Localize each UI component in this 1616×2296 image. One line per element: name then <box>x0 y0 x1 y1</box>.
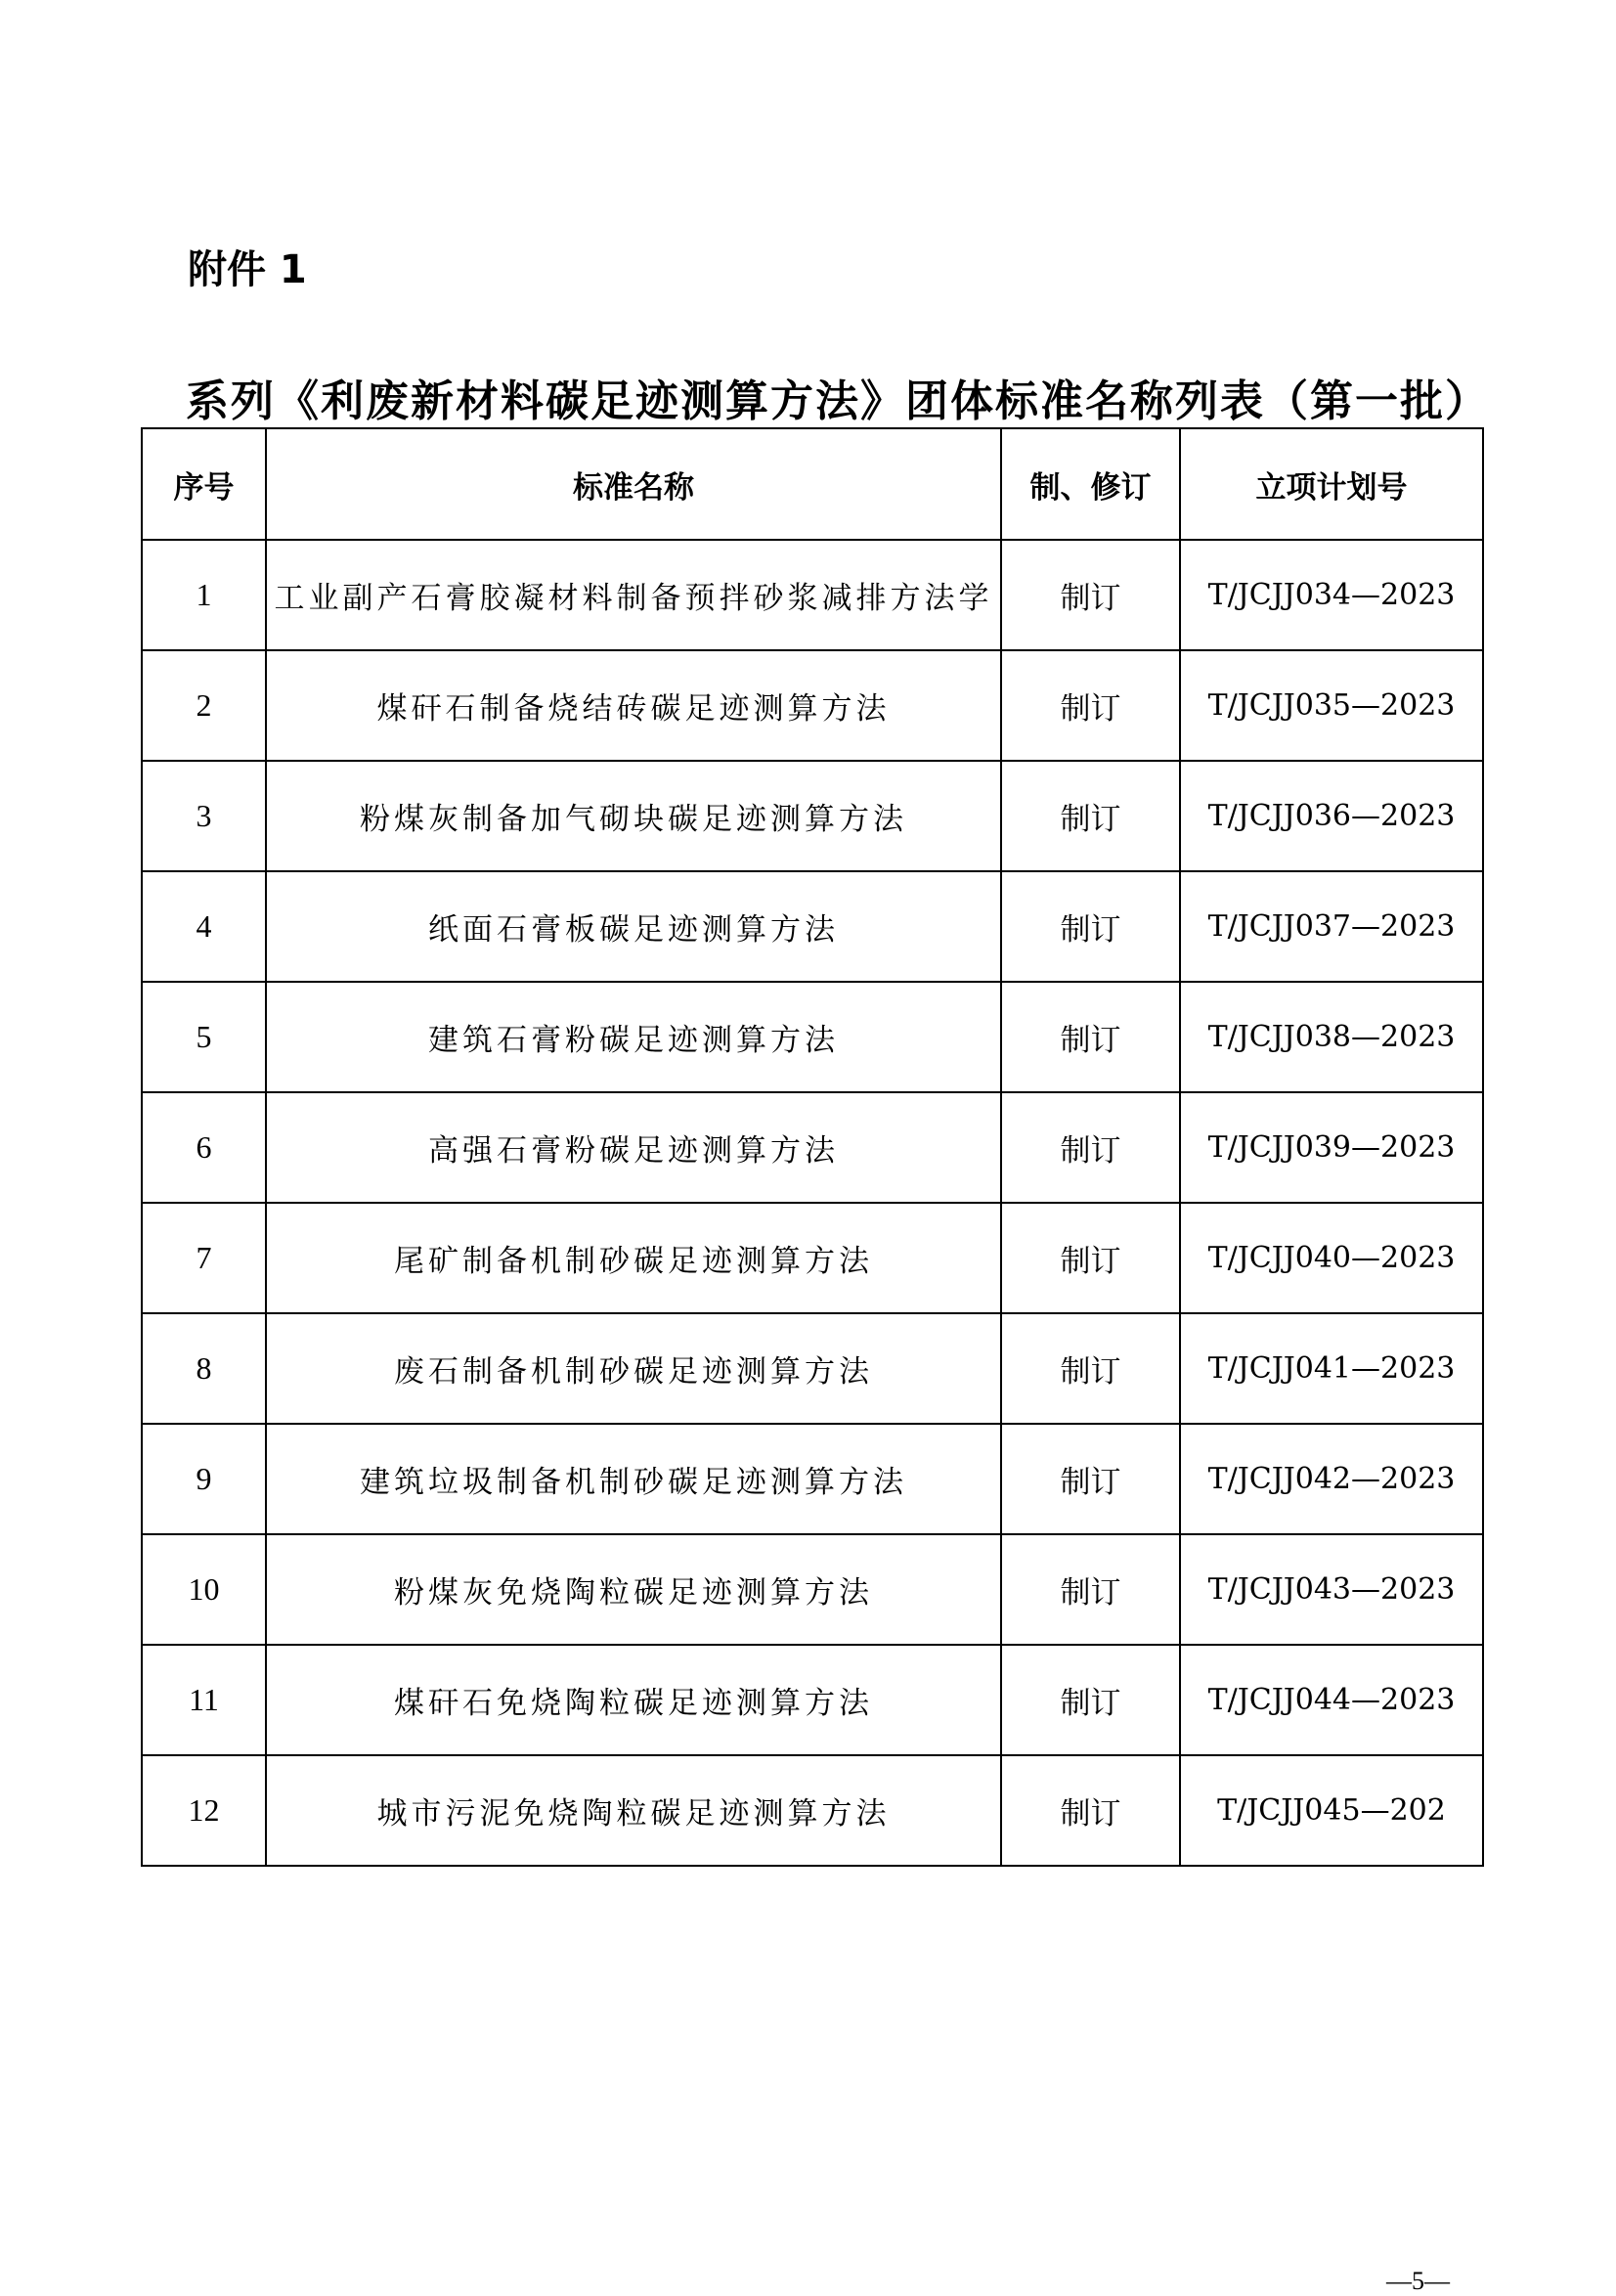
row-standard-name: 煤矸石免烧陶粒碳足迹测算方法 <box>266 1645 1001 1755</box>
table-header-row <box>142 428 1483 540</box>
row-revision-type: 制订 <box>1001 1424 1180 1534</box>
header-project-number: 立项计划号 <box>1180 428 1483 540</box>
row-standard-name: 建筑石膏粉碳足迹测算方法 <box>266 982 1001 1092</box>
row-project-number: T/JCJJ039—2023 <box>1180 1092 1483 1203</box>
row-standard-name: 粉煤灰制备加气砌块碳足迹测算方法 <box>266 761 1001 871</box>
table-row <box>142 1424 1483 1534</box>
row-index: 5 <box>142 982 266 1092</box>
table-row <box>142 982 1483 1092</box>
row-project-number: T/JCJJ043—2023 <box>1180 1534 1483 1645</box>
row-index: 10 <box>142 1534 266 1645</box>
table-row <box>142 1755 1483 1866</box>
row-standard-name: 废石制备机制砂碳足迹测算方法 <box>266 1313 1001 1424</box>
row-revision-type: 制订 <box>1001 1534 1180 1645</box>
row-standard-name: 粉煤灰免烧陶粒碳足迹测算方法 <box>266 1534 1001 1645</box>
row-revision-type: 制订 <box>1001 1645 1180 1755</box>
document-title: 系列《利废新材料碳足迹测算方法》团体标准名称列表（第一批） <box>186 376 1490 426</box>
row-standard-name: 纸面石膏板碳足迹测算方法 <box>266 871 1001 982</box>
header-revision-type: 制、修订 <box>1001 428 1180 540</box>
row-revision-type: 制订 <box>1001 761 1180 871</box>
row-revision-type: 制订 <box>1001 1203 1180 1313</box>
table-row <box>142 1092 1483 1203</box>
row-project-number: T/JCJJ040—2023 <box>1180 1203 1483 1313</box>
table-row <box>142 1203 1483 1313</box>
row-index: 12 <box>142 1755 266 1866</box>
row-project-number: T/JCJJ035—2023 <box>1180 650 1483 761</box>
table-row <box>142 761 1483 871</box>
row-index: 3 <box>142 761 266 871</box>
table-row <box>142 1313 1483 1424</box>
header-index: 序号 <box>142 428 266 540</box>
row-revision-type: 制订 <box>1001 982 1180 1092</box>
row-index: 9 <box>142 1424 266 1534</box>
row-revision-type: 制订 <box>1001 650 1180 761</box>
table-row <box>142 1534 1483 1645</box>
row-standard-name: 城市污泥免烧陶粒碳足迹测算方法 <box>266 1755 1001 1866</box>
row-standard-name: 煤矸石制备烧结砖碳足迹测算方法 <box>266 650 1001 761</box>
row-standard-name: 建筑垃圾制备机制砂碳足迹测算方法 <box>266 1424 1001 1534</box>
row-project-number: T/JCJJ044—2023 <box>1180 1645 1483 1755</box>
row-project-number: T/JCJJ041—2023 <box>1180 1313 1483 1424</box>
row-standard-name: 高强石膏粉碳足迹测算方法 <box>266 1092 1001 1203</box>
row-standard-name: 尾矿制备机制砂碳足迹测算方法 <box>266 1203 1001 1313</box>
header-standard-name: 标准名称 <box>266 428 1001 540</box>
row-revision-type: 制订 <box>1001 540 1180 650</box>
row-project-number: T/JCJJ038—2023 <box>1180 982 1483 1092</box>
table-row <box>142 1645 1483 1755</box>
row-project-number: T/JCJJ034—2023 <box>1180 540 1483 650</box>
row-index: 1 <box>142 540 266 650</box>
standards-table <box>141 427 1484 1867</box>
row-revision-type: 制订 <box>1001 871 1180 982</box>
row-revision-type: 制订 <box>1001 1313 1180 1424</box>
row-project-number: T/JCJJ042—2023 <box>1180 1424 1483 1534</box>
row-index: 6 <box>142 1092 266 1203</box>
row-standard-name: 工业副产石膏胶凝材料制备预拌砂浆减排方法学 <box>266 540 1001 650</box>
row-revision-type: 制订 <box>1001 1755 1180 1866</box>
page-number: —5— <box>1386 2267 1450 2295</box>
row-index: 8 <box>142 1313 266 1424</box>
table-row <box>142 650 1483 761</box>
row-index: 11 <box>142 1645 266 1755</box>
row-project-number: T/JCJJ037—2023 <box>1180 871 1483 982</box>
attachment-label: 附件 1 <box>188 247 307 292</box>
row-revision-type: 制订 <box>1001 1092 1180 1203</box>
table-row <box>142 871 1483 982</box>
row-index: 7 <box>142 1203 266 1313</box>
row-project-number: T/JCJJ045—202 <box>1180 1755 1483 1866</box>
row-index: 2 <box>142 650 266 761</box>
row-project-number: T/JCJJ036—2023 <box>1180 761 1483 871</box>
row-index: 4 <box>142 871 266 982</box>
table-row <box>142 540 1483 650</box>
